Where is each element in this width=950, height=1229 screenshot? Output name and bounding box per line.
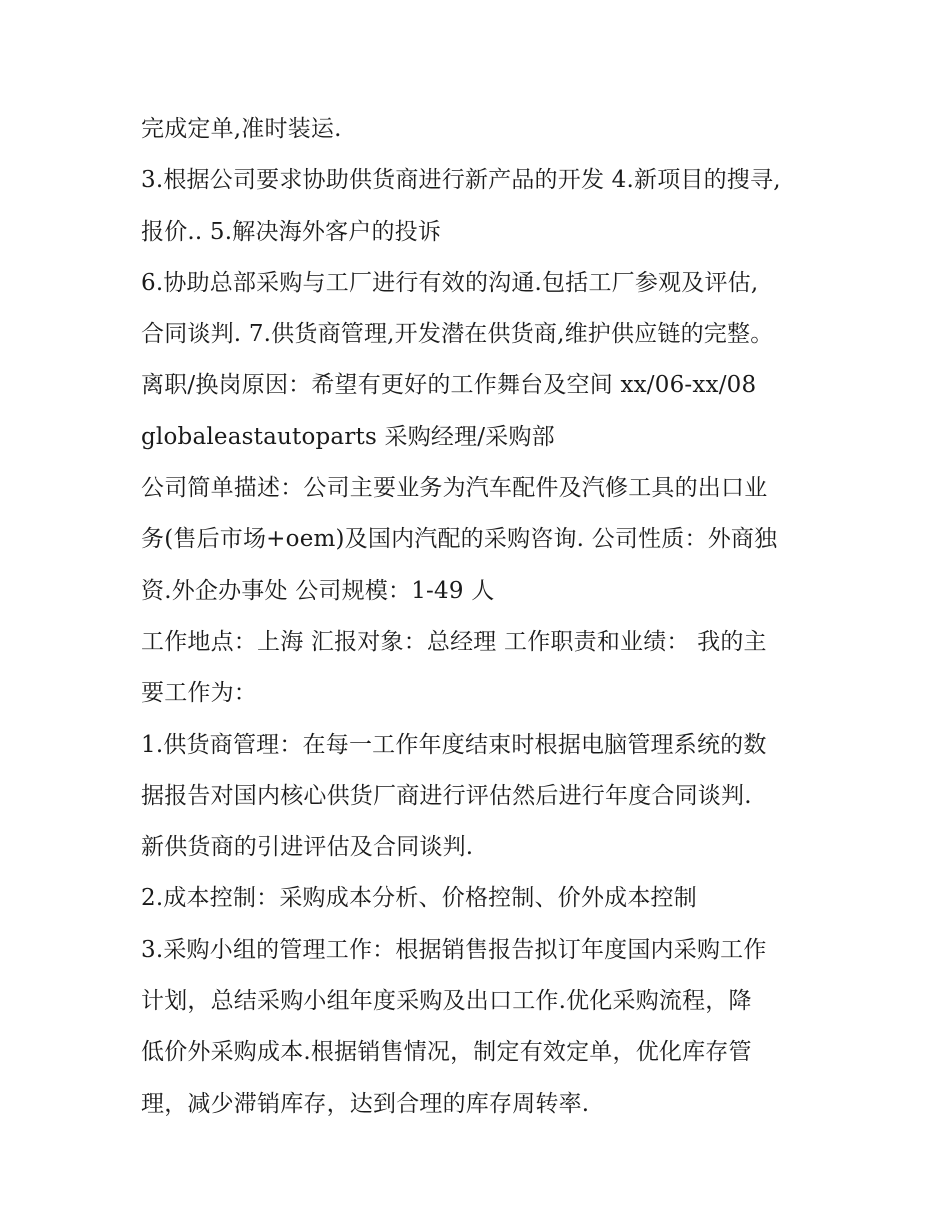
text-line: 据报告对国内核心供货厂商进行评估然后进行年度合同谈判. bbox=[141, 782, 752, 809]
text-line: 新供货商的引进评估及合同谈判. bbox=[141, 834, 474, 861]
text-line: 完成定单,准时装运. bbox=[141, 116, 342, 142]
text-line: 6.协助总部采购与工厂进行有效的沟通.包括工厂参观及评估, bbox=[141, 269, 759, 296]
text-line: 合同谈判. 7.供货商管理,开发潜在供货商,维护供应链的完整。 bbox=[141, 321, 774, 348]
text-line: 1.供货商管理：在每一工作年度结束时根据电脑管理系统的数 bbox=[141, 731, 767, 758]
text-line: 资.外企办事处 公司规模：1-49 人 bbox=[141, 577, 495, 604]
text-line: 理，减少滞销库存，达到合理的库存周转率. bbox=[141, 1090, 590, 1117]
text-line: 低价外采购成本.根据销售情况，制定有效定单，优化库存管 bbox=[141, 1039, 752, 1066]
text-line: 工作地点：上海 汇报对象：总经理 工作职责和业绩： 我的主 bbox=[141, 628, 767, 655]
text-line: 离职/换岗原因：希望有更好的工作舞台及空间 xx/06-xx/08 bbox=[141, 372, 757, 399]
text-line: 2.成本控制：采购成本分析、价格控制、价外成本控制 bbox=[141, 885, 697, 912]
text-line: globaleastautoparts 采购经理/采购部 bbox=[141, 423, 555, 450]
text-line: 3.根据公司要求协助供货商进行新产品的开发 4.新项目的搜寻, bbox=[141, 167, 781, 194]
text-line: 要工作为： bbox=[141, 680, 257, 707]
text-line: 3.采购小组的管理工作：根据销售报告拟订年度国内采购工作 bbox=[141, 936, 767, 963]
document-body bbox=[141, 104, 831, 1130]
text-line: 公司简单描述：公司主要业务为汽车配件及汽修工具的出口业 bbox=[141, 475, 768, 502]
text-line: 报价.. 5.解决海外客户的投诉 bbox=[141, 218, 442, 245]
text-line: 计划，总结采购小组年度采购及出口工作.优化采购流程，降 bbox=[141, 988, 752, 1015]
text-line: 务(售后市场+oem)及国内汽配的采购咨询. 公司性质：外商独 bbox=[141, 526, 778, 553]
